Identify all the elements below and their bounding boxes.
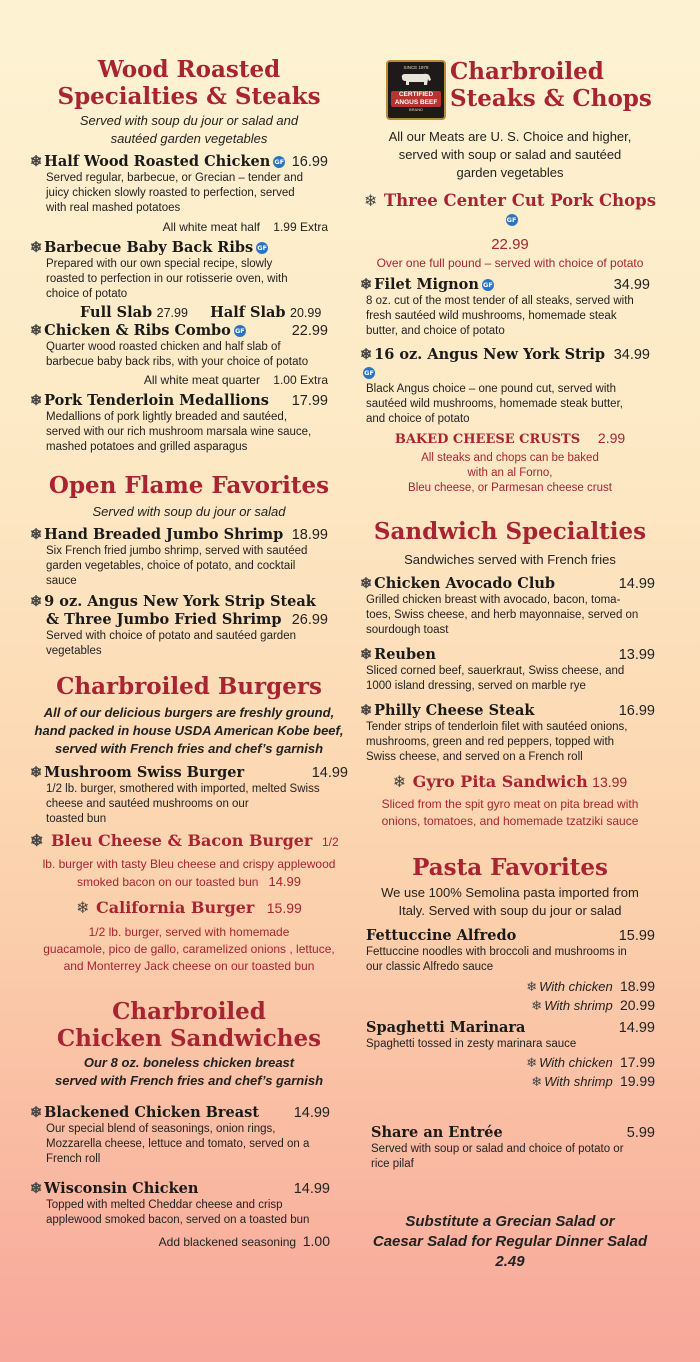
menu-item-ny-strip: ❄ 16 oz. Angus New York StripGF 34.99 Black Angus choice – one pound cut, served with sautéed wild mushrooms, homemade steak butter, and choice of potato bbox=[360, 346, 650, 425]
item-description: All steaks and chops can be baked with an al Forno, Bleu cheese, or Parmesan cheese crust bbox=[408, 452, 612, 494]
snowflake-icon: ❄ bbox=[30, 764, 43, 781]
snowflake-icon: ❄ bbox=[360, 646, 373, 663]
ribs-sizes: Full Slab 27.99 Half Slab 20.99 bbox=[80, 304, 322, 321]
snowflake-icon: ❄ bbox=[30, 153, 43, 170]
open-flame-title: Open Flame Favorites bbox=[48, 472, 330, 499]
chicken-sandwiches-title: Charbroiled Chicken Sandwiches bbox=[56, 998, 322, 1052]
price: 17.99 bbox=[291, 393, 328, 409]
menu-item-gyro-pita: ❄ Gyro Pita Sandwich 13.99 Sliced from the spit gyro meat on pita bread with onions, tomatoes, and homemade tzatziki sauce bbox=[360, 772, 660, 830]
baked-cheese-crusts: BAKED CHEESE CRUSTS 2.99 All steaks and chops can be baked with an al Forno, Bleu cheese, or Parmesan cheese crust bbox=[360, 430, 660, 496]
certified-angus-beef-logo: SINCE 1978 CERTIFIED ANGUS BEEF BRAND bbox=[386, 60, 446, 120]
snowflake-icon: ❄ bbox=[30, 1104, 43, 1121]
item-extra: Add blackened seasoning 1.00 bbox=[158, 1233, 330, 1249]
burgers-subtitle: All of our delicious burgers are freshly ground, hand packed in house USDA American Kobe beef, served with French fries and chef’s garnish bbox=[34, 705, 344, 756]
menu-item-chicken-avocado-club: ❄ Chicken Avocado Club 14.99 Grilled chicken breast with avocado, bacon, toma- toes, Swiss cheese, and herb mayonnaise, served on sourdough toast bbox=[360, 575, 655, 636]
item-description: Our special blend of seasonings, onion rings, Mozzarella cheese, lettuce and tomato, served on a French roll bbox=[46, 1123, 310, 1165]
gluten-free-icon: GF bbox=[364, 369, 374, 377]
item-description: Fettuccine noodles with broccoli and mushrooms in our classic Alfredo sauce bbox=[366, 946, 627, 973]
item-description: Sliced from the spit gyro meat on pita bread with onions, tomatoes, and homemade tzatziki sauce bbox=[381, 797, 639, 828]
price: 26.99 bbox=[291, 612, 328, 628]
menu-item-philly-cheese-steak: ❄ Philly Cheese Steak 16.99 Tender strips of tenderloin filet with sautéed onions, mushrooms, green and red peppers, topped with Swiss cheese, and served on a French roll bbox=[360, 702, 655, 763]
burgers-title: Charbroiled Burgers bbox=[56, 673, 322, 700]
item-extra: All white meat quarter 1.00 Extra bbox=[143, 373, 328, 387]
open-flame-subtitle: Served with soup du jour or salad bbox=[92, 504, 286, 519]
price: 16.99 bbox=[618, 703, 655, 719]
snowflake-icon: ❄ bbox=[30, 593, 43, 610]
snowflake-icon: ❄ bbox=[360, 702, 373, 719]
menu-item-mushroom-swiss: ❄ Mushroom Swiss Burger 14.99 1/2 lb. burger, smothered with imported, melted Swiss cheese and sautéed mushrooms on our toasted bun bbox=[30, 764, 348, 825]
menu-item-reuben: ❄ Reuben 13.99 Sliced corned beef, sauerkraut, Swiss cheese, and 1000 island dressing, served on marble rye bbox=[360, 646, 655, 692]
price: 14.99 bbox=[311, 765, 348, 781]
price: 22.99 bbox=[291, 323, 328, 339]
item-description: Served regular, barbecue, or Grecian – tender and juicy chicken slowly roasted to perfection, served with real mashed potatoes bbox=[46, 172, 303, 214]
item-description: Prepared with our own special recipe, slowly roasted to perfection in our rotisserie oven, with choice of potato bbox=[46, 258, 288, 300]
item-description: Spaghetti tossed in zesty marinara sauce bbox=[366, 1038, 577, 1050]
gluten-free-icon: GF bbox=[274, 158, 285, 166]
item-description: Over one full pound – served with choice of potato bbox=[376, 256, 644, 270]
item-description: Medallions of pork lightly breaded and sautéed, served with our rich mushroom marsala wine sauce, mashed potatoes and grilled asparagus bbox=[46, 411, 312, 453]
substitute-salad-note: Substitute a Grecian Salad or Caesar Salad for Regular Dinner Salad 2.49 bbox=[372, 1213, 648, 1270]
menu-item-wisconsin-chicken: ❄ Wisconsin Chicken 14.99 Topped with melted Cheddar cheese and crisp applewood smoked bacon, served on a toasted bun Add blackened seasoning 1.00 bbox=[30, 1180, 330, 1249]
menu-item-baby-back-ribs: ❄ Barbecue Baby Back Ribs GF Prepared with our own special recipe, slowly roasted to perfection in our rotisserie oven, with choice of potato Full Slab 27.99 Half Slab 20.99 bbox=[30, 239, 328, 322]
item-description: lb. burger with tasty Bleu cheese and crispy applewood smoked bacon on our toasted bun 14.99 bbox=[42, 857, 336, 889]
price: 18.99 bbox=[291, 527, 328, 543]
price: 34.99 bbox=[613, 347, 650, 363]
wood-roasted-subtitle: Served with soup du jour or salad and sautéed garden vegetables bbox=[79, 113, 299, 146]
item-description: Tender strips of tenderloin filet with sautéed onions, mushrooms, green and red peppers, topped with Swiss cheese, and served on a French roll bbox=[366, 721, 628, 763]
item-description: 1/2 lb. burger, smothered with imported, melted Swiss cheese and sautéed mushrooms on our toasted bun bbox=[46, 783, 320, 825]
pasta-favorites-title: Pasta Favorites bbox=[412, 854, 608, 881]
item-description: Six French fried jumbo shrimp, served with sautéed garden vegetables, choice of potato, and cocktail sauce bbox=[46, 545, 308, 587]
snowflake-icon: ❄ bbox=[360, 575, 373, 592]
snowflake-icon: ❄ bbox=[531, 998, 543, 1013]
snowflake-icon: ❄ bbox=[360, 276, 373, 293]
steaks-intro: All our Meats are U. S. Choice and higher, served with soup or salad and sautéed garden vegetables bbox=[388, 129, 632, 180]
snowflake-icon: ❄ bbox=[30, 239, 43, 256]
price: 15.99 bbox=[266, 900, 302, 916]
menu-item-pork-chops: ❄ Three Center Cut Pork Chops GF 22.99 Over one full pound – served with choice of potato bbox=[360, 191, 660, 271]
price: 14.99 bbox=[293, 1105, 330, 1121]
menu-item-chicken-ribs-combo: ❄ Chicken & Ribs Combo GF 22.99 Quarter wood roasted chicken and half slab of barbecue baby back ribs, with your choice of potato All white meat quarter 1.00 Extra bbox=[30, 322, 328, 387]
cow-icon bbox=[399, 71, 433, 89]
gluten-free-icon: GF bbox=[483, 281, 493, 289]
item-description: Sliced corned beef, sauerkraut, Swiss cheese, and 1000 island dressing, served on marble rye bbox=[366, 665, 625, 692]
item-description: 8 oz. cut of the most tender of all steaks, served with fresh sautéed wild mushrooms, homemade steak butter, and choice of potato bbox=[366, 295, 634, 337]
price: 14.99 bbox=[293, 1181, 330, 1197]
sandwich-specialties-title: Sandwich Specialties bbox=[373, 518, 647, 545]
item-description: 1/2 lb. burger, served with homemade guacamole, pico de gallo, caramelized onions , lettuce, and Monterrey Jack cheese on our toasted bun bbox=[43, 925, 335, 973]
snowflake-icon: ❄ bbox=[30, 322, 43, 339]
chicken-sandwiches-subtitle: Our 8 oz. boneless chicken breast served with French fries and chef’s garnish bbox=[54, 1055, 324, 1088]
snowflake-icon: ❄ bbox=[30, 526, 43, 543]
item-description: Black Angus choice – one pound cut, served with sautéed wild mushrooms, homemade steak butter, and choice of potato bbox=[366, 383, 623, 425]
price: 5.99 bbox=[626, 1125, 655, 1141]
price: 14.99 bbox=[618, 576, 655, 592]
snowflake-icon: ❄ bbox=[76, 900, 90, 917]
snowflake-icon: ❄ bbox=[392, 774, 407, 791]
menu-item-strip-and-shrimp: ❄ 9 oz. Angus New York Strip Steak & Three Jumbo Fried Shrimp 26.99 Served with choice of potato and sautéed garden vegetables bbox=[30, 593, 328, 657]
price: 16.99 bbox=[291, 154, 328, 170]
menu-item-pork-medallions: ❄ Pork Tenderloin Medallions 17.99 Medallions of pork lightly breaded and sautéed, served with our rich mushroom marsala wine sauce, mashed potatoes and grilled asparagus bbox=[30, 392, 328, 453]
sandwich-intro: Sandwiches served with French fries bbox=[404, 552, 616, 567]
menu-item-bleu-cheese-burger: ❄ Bleu Cheese & Bacon Burger 1/2 lb. burger with tasty Bleu cheese and crispy applewood smoked bacon on our toasted bun 14.99 bbox=[30, 832, 348, 891]
wood-roasted-title: Wood Roasted Specialties & Steaks bbox=[57, 56, 321, 110]
pasta-options: ❄ With chicken 17.99 ❄ With shrimp 19.99 bbox=[526, 1054, 655, 1089]
gluten-free-icon: GF bbox=[257, 244, 268, 252]
gluten-free-icon: GF bbox=[506, 215, 517, 224]
price: 15.99 bbox=[618, 928, 655, 944]
pasta-options: ❄ With chicken 18.99 ❄ With shrimp 20.99 bbox=[526, 978, 655, 1013]
menu-item-california-burger: ❄ California Burger 15.99 1/2 lb. burger, served with homemade guacamole, pico de gallo, caramelized onions , lettuce, and Monterrey Jack cheese on our toasted bun bbox=[30, 898, 348, 975]
menu-item-jumbo-shrimp: ❄ Hand Breaded Jumbo Shrimp 18.99 Six French fried jumbo shrimp, served with sautéed garden vegetables, choice of potato, and cocktail sauce bbox=[30, 526, 328, 587]
menu-item-blackened-chicken: ❄ Blackened Chicken Breast 14.99 Our special blend of seasonings, onion rings, Mozzarella cheese, lettuce and tomato, served on a French roll bbox=[30, 1104, 330, 1165]
snowflake-icon: ❄ bbox=[526, 979, 538, 994]
menu-item-spaghetti-marinara: Spaghetti Marinara 14.99 Spaghetti tossed in zesty marinara sauce ❄ With chicken 17.99 ❄ With shrimp 19.99 bbox=[366, 1019, 655, 1089]
gluten-free-icon: GF bbox=[234, 327, 245, 335]
menu-item-half-chicken: ❄ Half Wood Roasted Chicken GF 16.99 Served regular, barbecue, or Grecian – tender and juicy chicken slowly roasted to perfection, served with real mashed potatoes All white meat half 1.99 Extra bbox=[30, 153, 328, 234]
snowflake-icon: ❄ bbox=[363, 193, 378, 210]
steaks-chops-title: Charbroiled Steaks & Chops bbox=[450, 58, 652, 112]
price: 14.99 bbox=[268, 874, 302, 889]
snowflake-icon: ❄ bbox=[531, 1074, 543, 1089]
item-description: Served with choice of potato and sautéed garden vegetables bbox=[46, 630, 296, 657]
price: 13.99 bbox=[618, 647, 655, 663]
menu-item-filet-mignon: ❄ Filet Mignon GF 34.99 8 oz. cut of the most tender of all steaks, served with fresh sautéed wild mushrooms, homemade steak butter, and choice of potato bbox=[360, 276, 650, 337]
snowflake-icon: ❄ bbox=[526, 1055, 538, 1070]
item-description: Served with soup or salad and choice of potato or rice pilaf bbox=[371, 1143, 624, 1170]
price: 34.99 bbox=[613, 277, 650, 293]
snowflake-icon: ❄ bbox=[30, 831, 44, 850]
menu-item-fettuccine-alfredo: Fettuccine Alfredo 15.99 Fettuccine noodles with broccoli and mushrooms in our classic Alfredo sauce ❄ With chicken 18.99 ❄ With shrimp 20.99 bbox=[366, 927, 655, 1013]
snowflake-icon: ❄ bbox=[360, 346, 373, 363]
snowflake-icon: ❄ bbox=[30, 392, 43, 409]
pasta-intro: We use 100% Semolina pasta imported from Italy. Served with soup du jour or salad bbox=[381, 885, 639, 918]
snowflake-icon: ❄ bbox=[30, 1180, 43, 1197]
price: 22.99 bbox=[491, 236, 529, 253]
price: 14.99 bbox=[618, 1020, 655, 1036]
item-description: Quarter wood roasted chicken and half slab of barbecue baby back ribs, with your choice of potato bbox=[46, 341, 309, 368]
item-extra: All white meat half 1.99 Extra bbox=[162, 220, 328, 234]
item-description: Grilled chicken breast with avocado, bacon, toma- toes, Swiss cheese, and herb mayonnaise, served on sourdough toast bbox=[366, 594, 639, 636]
menu-item-share-entree: Share an Entrée 5.99 Served with soup or salad and choice of potato or rice pilaf bbox=[371, 1124, 655, 1170]
price: 13.99 bbox=[592, 774, 628, 790]
item-description: Topped with melted Cheddar cheese and crisp applewood smoked bacon, served on a toasted bun bbox=[46, 1199, 310, 1226]
